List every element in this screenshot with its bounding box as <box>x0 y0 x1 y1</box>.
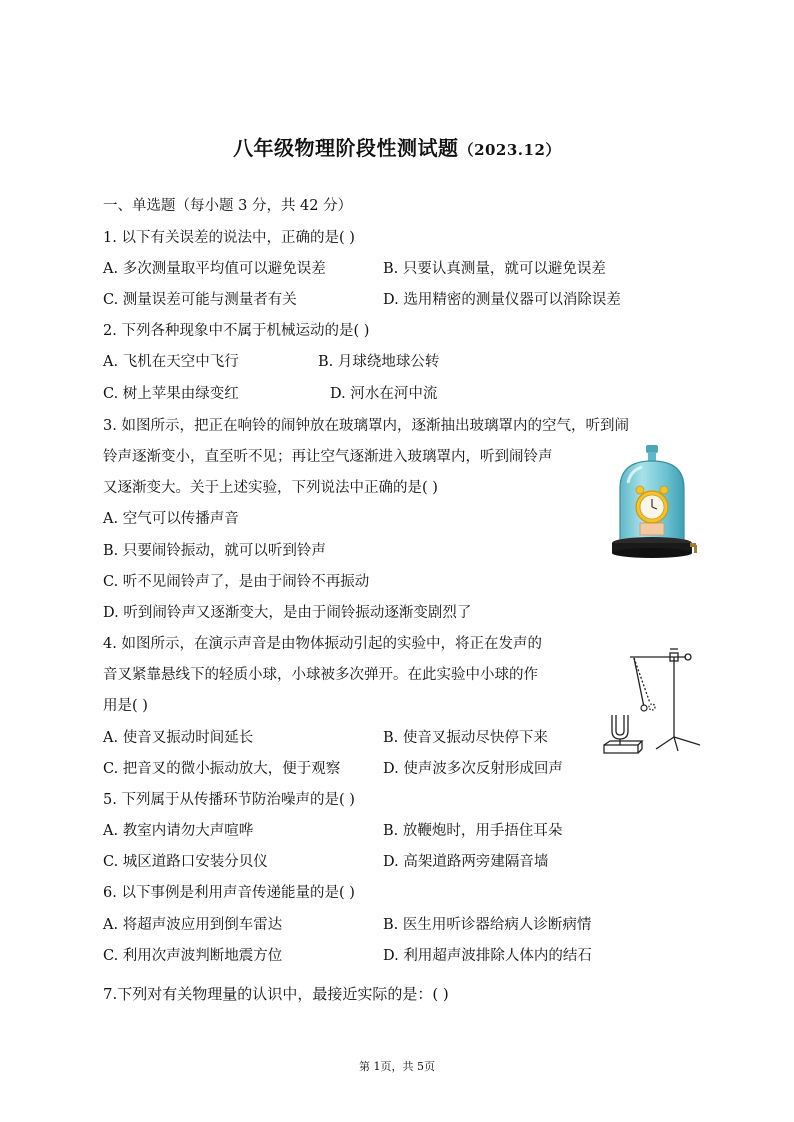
q2-option-b: B. 月球绕地球公转 <box>318 354 440 370</box>
q3-option-c: C. 听不见闹铃声了，是由于闹铃不再振动 <box>103 574 370 590</box>
tuning-fork-inner <box>616 715 624 735</box>
q5-option-b: B. 放鞭炮时，用手捂住耳朵 <box>383 823 563 839</box>
bell-jar-figure <box>606 443 698 563</box>
q6-option-d: D. 利用超声波排除人体内的结石 <box>383 948 592 964</box>
q3-option-a: A. 空气可以传播声音 <box>103 511 239 527</box>
q6-option-c: C. 利用次声波判断地震方位 <box>103 948 283 964</box>
q1-option-a: A. 多次测量取平均值可以避免误差 <box>103 261 326 277</box>
q6-option-b: B. 医生用听诊器给病人诊断病情 <box>383 917 592 933</box>
bell-jar-knob <box>646 445 658 453</box>
q3-stem-line3: 又逐渐变大。关于上述实验，下列说法中正确的是( ) <box>103 480 438 496</box>
pendulum-ball <box>641 705 647 711</box>
q4-stem-line2: 音叉紧靠悬线下的轻质小球，小球被多次弹开。在此实验中小球的作 <box>103 667 538 683</box>
title-text: 八年级物理阶段性测试题 <box>233 136 459 160</box>
clock-bell-right <box>660 486 668 494</box>
stand-leg-front <box>674 737 678 751</box>
bell-jar-base-bottom <box>612 548 692 558</box>
q2-option-d: D. 河水在河中流 <box>330 386 438 402</box>
page-footer: 第 1页，共 5页 <box>359 1060 435 1073</box>
q1-option-c: C. 测量误差可能与测量者有关 <box>103 292 297 308</box>
q4-option-d: D. 使声波多次反射形成回声 <box>383 761 563 777</box>
sound-box <box>604 745 638 753</box>
title-year: （2023.12） <box>458 141 561 159</box>
q5-option-d: D. 高架道路两旁建隔音墙 <box>383 854 549 870</box>
stand-leg-right <box>674 737 700 745</box>
q5-option-a: A. 教室内请勿大声喧哗 <box>103 823 254 839</box>
q6-option-a: A. 将超声波应用到倒车雷达 <box>103 917 283 933</box>
q1-option-b: B. 只要认真测量，就可以避免误差 <box>383 261 606 277</box>
q5-option-c: C. 城区道路口安装分贝仪 <box>103 854 268 870</box>
air-valve-pipe <box>694 545 697 553</box>
clock-stand <box>640 523 664 535</box>
q1-option-d: D. 选用精密的测量仪器可以消除误差 <box>383 292 621 308</box>
q7-stem: 7.下列对有关物理量的认识中，最接近实际的是：( ) <box>103 985 449 1003</box>
q5-stem: 5. 下列属于从传播环节防治噪声的是( ) <box>103 792 355 808</box>
q3-stem-line2: 铃声逐渐变小，直至听不见；再让空气逐渐进入玻璃罩内，听到闹铃声 <box>103 449 553 465</box>
page-title <box>0 132 794 161</box>
q4-option-b: B. 使音叉振动尽快停下来 <box>383 730 548 746</box>
q3-option-d: D. 听到闹铃声又逐渐变大，是由于闹铃振动逐渐变剧烈了 <box>103 605 472 621</box>
section-heading: 一、单选题（每小题 3 分，共 42 分） <box>103 198 353 214</box>
q4-stem-line3: 用是( ) <box>103 698 148 714</box>
q1-stem: 1. 以下有关误差的说法中，正确的是( ) <box>103 230 355 246</box>
q3-option-b: B. 只要闹铃振动，就可以听到铃声 <box>103 543 326 559</box>
q3-stem-line1: 3. 如图所示，把正在响铃的闹钟放在玻璃罩内，逐渐抽出玻璃罩内的空气，听到闹 <box>103 418 629 434</box>
q2-stem: 2. 下列各种现象中不属于机械运动的是( ) <box>103 323 370 339</box>
tuning-fork-figure <box>600 645 704 757</box>
q2-option-c: C. 树上苹果由绿变红 <box>103 386 239 402</box>
pendulum-ball-swing <box>649 704 655 710</box>
stand-leg-left <box>656 737 674 749</box>
q4-option-c: C. 把音叉的微小振动放大，便于观察 <box>103 761 341 777</box>
clock-bell-left <box>636 486 644 494</box>
q6-stem: 6. 以下事例是利用声音传递能量的是( ) <box>103 885 355 901</box>
q2-option-a: A. 飞机在天空中飞行 <box>103 354 239 370</box>
q4-stem-line1: 4. 如图所示，在演示声音是由物体振动引起的实验中，将正在发声的 <box>103 636 542 652</box>
q4-option-a: A. 使音叉振动时间延长 <box>103 730 254 746</box>
